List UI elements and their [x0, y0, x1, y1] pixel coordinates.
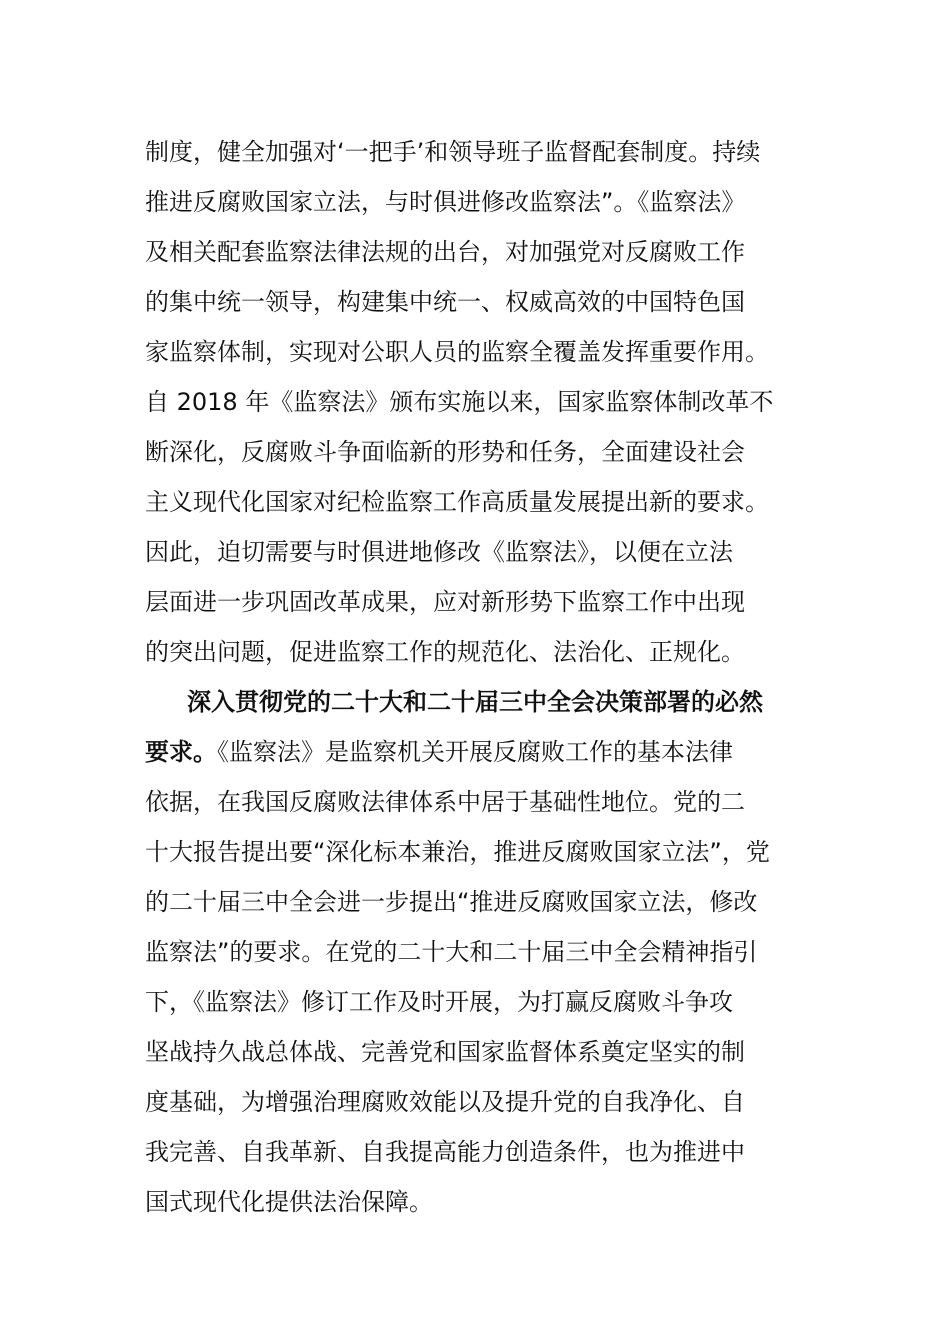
text-line [145, 727, 825, 777]
section-heading: 深入贯彻党的二十大和二十届三中全会决策部署的必然 [187, 688, 763, 716]
text-line: 监察法”的要求。在党的二十大和二十届三中全会精神指引 [145, 938, 758, 966]
paragraph-1 [145, 127, 825, 677]
text-line: 层面进一步巩固改革成果，应对新形势下监察工作中出现 [145, 588, 745, 616]
text-line: 及相关配套监察法律法规的出台，对加强党对反腐败工作 [145, 238, 745, 266]
text-line: 的集中统一领导，构建集中统一、权威高效的中国特色国 [145, 288, 745, 316]
text-line: 依据，在我国反腐败法律体系中居于基础性地位。党的二 [145, 788, 745, 816]
paragraph-2 [145, 677, 825, 1227]
text-line: 的二十届三中全会进一步提出“推进反腐败国家立法，修改 [145, 888, 758, 916]
text-line: 坚战持久战总体战、完善党和国家监督体系奠定坚实的制 [145, 1038, 745, 1066]
text-line-rest: 《监察法》是监察机关开展反腐败工作的基本法律 [217, 738, 733, 766]
text-line: 断深化，反腐败斗争面临新的形势和任务，全面建设社会 [145, 438, 745, 466]
text-line: 因此，迫切需要与时俱进地修改《监察法》，以便在立法 [145, 538, 733, 566]
text-line: 度基础，为增强治理腐败效能以及提升党的自我净化、自 [145, 1088, 745, 1116]
section-heading-end: 要求。 [145, 738, 217, 766]
text-line: 我完善、自我革新、自我提高能力创造条件，也为推进中 [145, 1138, 745, 1166]
text-line: 制度，健全加强对‘一把手’和领导班子监督配套制度。持续 [145, 138, 761, 166]
text-line: 自 2018 年《监察法》颁布实施以来，国家监察体制改革不 [145, 388, 774, 416]
text-line: 家监察体制，实现对公职人员的监察全覆盖发挥重要作用。 [145, 338, 769, 366]
text-line: 推进反腐败国家立法，与时俱进修改监察法”。《监察法》 [145, 188, 746, 216]
text-line: 下，《监察法》修订工作及时开展，为打赢反腐败斗争攻 [145, 988, 733, 1016]
text-line: 的突出问题，促进监察工作的规范化、法治化、正规化。 [145, 638, 745, 666]
text-line: 主义现代化国家对纪检监察工作高质量发展提出新的要求。 [145, 488, 769, 516]
text-line: 国式现代化提供法治保障。 [145, 1188, 433, 1216]
text-line: 十大报告提出要“深化标本兼治，推进反腐败国家立法”，党 [145, 838, 770, 866]
document-body [145, 127, 825, 1227]
